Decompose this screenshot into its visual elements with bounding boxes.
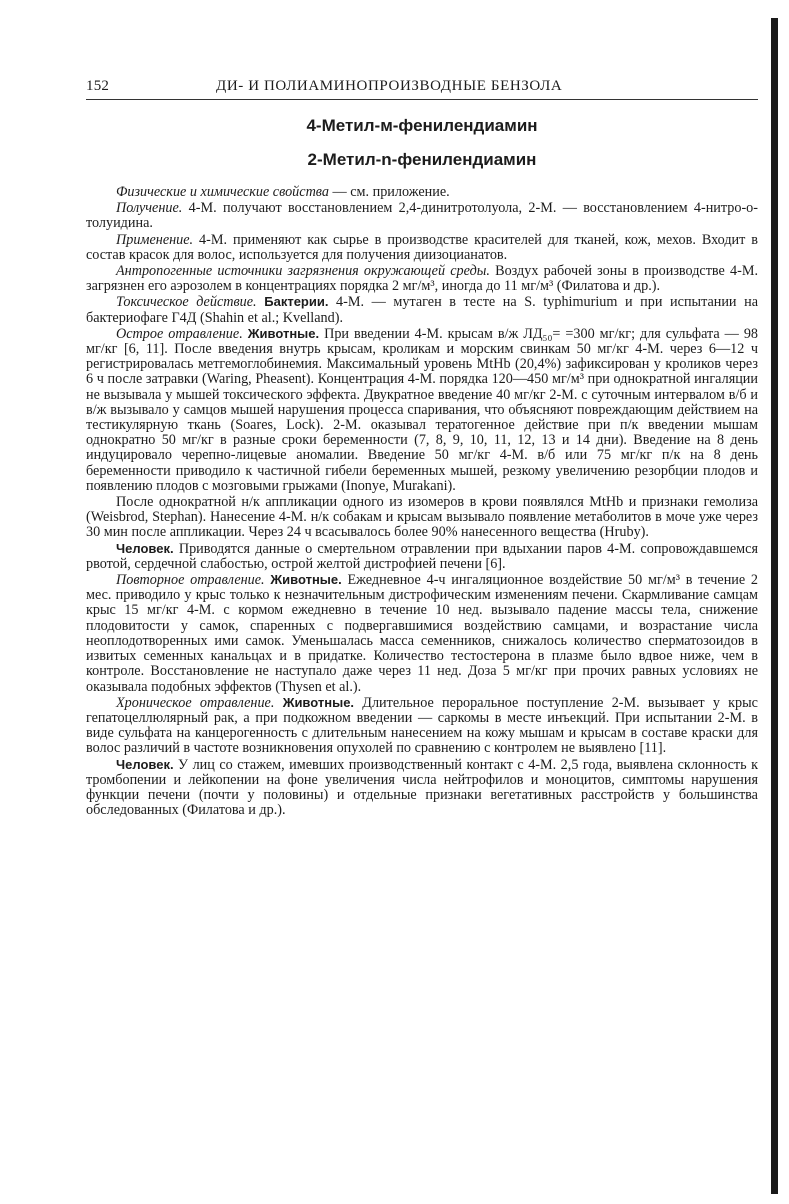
paragraph-lead: Антропогенные источники загрязнения окружающей среды.: [116, 263, 490, 280]
paragraph-lead: Применение.: [116, 231, 194, 248]
paragraph-text: 4-М. получают восстановлением 2,4-динитротолуола, 2-М. — восстановлением 4-нитро-о-толуидина.: [86, 200, 758, 232]
page-edge-shadow: [771, 18, 778, 1194]
paragraph-text: — см. приложение.: [328, 184, 450, 200]
paragraph-text: Приводятся данные о смертельном отравлении при вдыхании паров 4-М. сопровождавшемся рвотой, сердечной слабостью, острой желтой дистрофией печени [6].: [86, 540, 758, 572]
paragraph-pollution-sources: [86, 263, 758, 294]
compound-title-1: 4-Метил-м-фенилендиамин: [306, 116, 538, 135]
running-title: ДИ- И ПОЛИАМИНОПРОИЗВОДНЫЕ БЕНЗОЛА: [216, 78, 563, 94]
paragraph-text: При введении 4-М. крысам в/ж ЛД₅₀= =300 мг/кг; для сульфата — 98 мг/кг [6, 11]. После введения внутрь крысам, кроликам и морским свинкам 50 мг/кг 4-М. через 6—12 ч регистрировалась метгемоглобинемия. Максимальный уровень MtHb (20,4%) зафиксирован у кроликов через 6 ч после затравки (Waring, Pheasent). Концентрация 4-М. порядка 120—450 мг/м³ при однократной ингаляции не вызывала у мышей токсического эффекта. Двукратное введение 40 мг/кг 2-М. с суточным интервалом в/б и в/ж вызывало у самцов мышей нарушения процесса спаривания, что объясняют повреждающим действием на тестикулярную ткань (Soares, Lock). 2-М. оказывал тератогенное действие при п/к введении мышам однократно 50 мг/кг в разные сроки беременности (7, 8, 9, 10, 11, 12, 13 и 14 дни). Введение на 8 день индуцировало черепно-лицевые аномалии. Введение 50 мг/кг 4-М. в/б или 75 мг/кг п/к на 8 день беременности приводило к частичной гибели беременных мышей, резкому увеличению резорбции плодов и появлению плодов с мозговыми грыжами (Inonye, Murakani).: [86, 325, 759, 494]
paragraph-lead: Физические и химические свойства: [116, 184, 329, 200]
paragraph-text: 4-М. применяют как сырье в производстве красителей для тканей, кож, мехов. Входит в состав красок для волос, используется для получения диизоцианатов.: [86, 231, 758, 263]
paragraph-chronic-poisoning: [86, 695, 758, 757]
paragraph-production: [86, 200, 758, 231]
paragraph-subject: Животные.: [242, 325, 320, 341]
paragraph-text: У лиц со стажем, имевших производственный контакт с 4-М. 2,5 года, выявлена склонность к тромбопении и лейкопении на фоне увеличения числа нейтрофилов и моноцитов, симптомы нарушения функции печени (почти у половины) и отдельные признаки вегетативных расстройств у большинства обследованных (Филатова и др.).: [86, 756, 758, 819]
paragraph-text: Ежедневное 4-ч ингаляционное воздействие 50 мг/м³ в течение 2 мес. приводило у крыс только к незначительным дистрофическим изменениям печени. Скармливание самцам крыс 15 мг/кг 4-М. с кормом ежедневно в течение 10 нед. вызывало падение массы тела, снижение плодовитости у самок, спаренных с подвергавшимися воздействию самцами, и возрастание числа неоплодотворенных ими самок. Уменьшалась масса семенников, снижалось количество сперматозоидов в извитых семенных канальцах и в придатке. Количество тестостерона в плазме было вдвое ниже, чем в контроле. Восстановление не наступало даже через 11 нед. Доза 5 мг/кг при прочих равных условиях не оказывала подобных эффектов (Thysen et al.).: [86, 572, 759, 695]
paragraph-repeated-poisoning: [86, 572, 758, 695]
paragraph-skin-application: [86, 494, 758, 541]
paragraph-chronic-human: [86, 757, 758, 819]
paragraph-lead: Хроническое отравление.: [116, 694, 275, 711]
paragraph-lead: Повторное отравление.: [116, 572, 265, 589]
paragraph-lead: Острое отравление.: [116, 325, 243, 342]
running-header: [86, 78, 758, 100]
paragraph-text: После однократной н/к аппликации одного из изомеров в крови появлялся MtHb и признаки гемолиза (Weisbrod, Stephan). Нанесение 4-М. н/к собакам и крысам вызывало появление метаболитов в моче уже через 30 мин после аппликации. Через 24 ч всасывалось более 90% нанесенного вещества (Hruby).: [86, 494, 758, 541]
paragraph-application: [86, 232, 758, 263]
paragraph-text: 4-М. — мутаген в тесте на S. typhimurium и при испытании на бактериофаге Г4Д (Shahin et al.; Kvelland).: [86, 294, 758, 326]
paragraph-subject: Животные.: [274, 694, 355, 710]
paragraph-lead: Получение.: [116, 200, 183, 217]
paragraph-text: Воздух рабочей зоны в производстве 4-М. загрязнен его аэрозолем в концентрациях порядка 2 мг/м³, иногда до 11 мг/м³ (Филатова и др.).: [86, 263, 758, 295]
paragraph-subject: Бактерии.: [256, 294, 329, 310]
paragraph-subject: Человек.: [116, 756, 174, 772]
paragraph-subject: Человек.: [116, 540, 174, 556]
paragraph-subject: Животные.: [264, 572, 342, 588]
paragraph-properties: [86, 184, 758, 200]
paragraph-acute-poisoning: [86, 326, 758, 494]
book-page: [86, 78, 758, 818]
compound-title-2: 2-Метил-n-фенилендиамин: [307, 150, 537, 169]
paragraph-acute-human: [86, 541, 758, 572]
paragraph-toxic-action: [86, 294, 758, 325]
paragraph-text: Длительное пероральное поступление 2-М. вызывает у крыс гепатоцеллюлярный рак, а при подкожном введении — саркомы в месте инъекций. При испытании 2-М. в виде сульфата на канцерогенность с длительным нанесением на кожу мышам и крысам в составе краски для волос различий в частоте возникновения опухолей по сравнению с контролем не выявлено [11].: [86, 694, 758, 757]
paragraph-lead: Токсическое действие.: [116, 294, 257, 311]
article-body: [86, 184, 758, 818]
page-number: 152: [86, 78, 110, 94]
